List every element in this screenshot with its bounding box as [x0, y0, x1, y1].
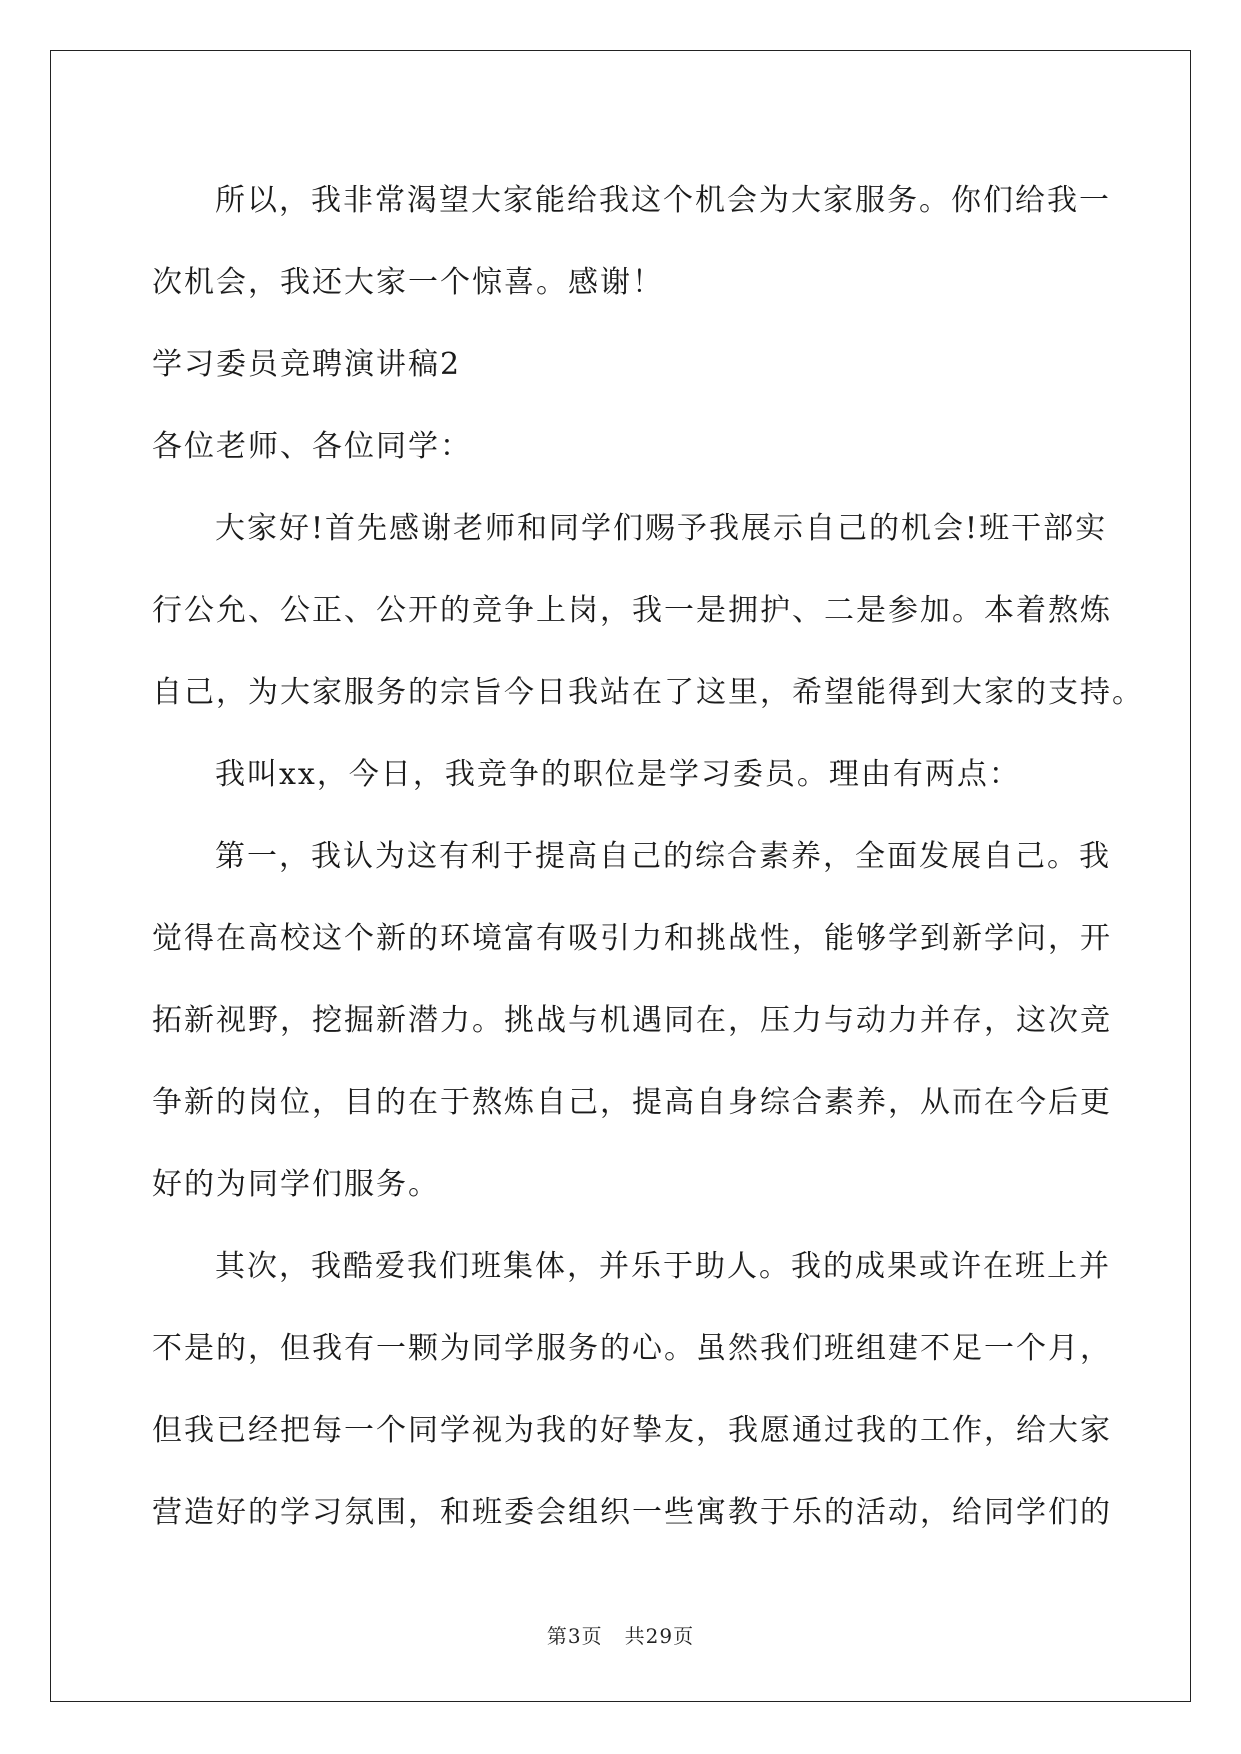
salutation: 各位老师、各位同学：: [152, 429, 472, 464]
text-line: 我叫xx，今日，我竞争的职位是学习委员。理由有两点：: [215, 757, 1021, 792]
text-line: 所以，我非常渴望大家能给我这个机会为大家服务。你们给我一: [215, 183, 1111, 218]
text-line: 次机会，我还大家一个惊喜。感谢！: [152, 265, 664, 300]
page-footer: [0, 1620, 1241, 1649]
text-line: 第一，我认为这有利于提高自己的综合素养，全面发展自己。我: [215, 839, 1111, 874]
text-line: 行公允、公正、公开的竞争上岗，我一是拥护、二是参加。本着熬炼: [152, 593, 1112, 628]
text-line: 但我已经把每一个同学视为我的好挚友，我愿通过我的工作，给大家: [152, 1413, 1112, 1448]
text-line: 自己，为大家服务的宗旨今日我站在了这里，希望能得到大家的支持。: [152, 675, 1144, 710]
section-heading: 学习委员竞聘演讲稿2: [152, 347, 462, 382]
text-line: 其次，我酷爱我们班集体，并乐于助人。我的成果或许在班上并: [215, 1249, 1111, 1284]
document-body: [152, 160, 1144, 1554]
text-line: 大家好!首先感谢老师和同学们赐予我展示自己的机会!班干部实: [215, 511, 1108, 546]
page-number: 第3页: [546, 1624, 603, 1648]
page-total: 共29页: [624, 1624, 695, 1648]
text-line: 好的为同学们服务。: [152, 1167, 440, 1202]
text-line: 拓新视野，挖掘新潜力。挑战与机遇同在，压力与动力并存，这次竞: [152, 1003, 1112, 1038]
text-line: 争新的岗位，目的在于熬炼自己，提高自身综合素养，从而在今后更: [152, 1085, 1112, 1120]
text-line: 不是的，但我有一颗为同学服务的心。虽然我们班组建不足一个月，: [152, 1331, 1112, 1366]
text-line: 营造好的学习氛围，和班委会组织一些寓教于乐的活动，给同学们的: [152, 1495, 1112, 1530]
text-line: 觉得在高校这个新的环境富有吸引力和挑战性，能够学到新学问，开: [152, 921, 1112, 956]
